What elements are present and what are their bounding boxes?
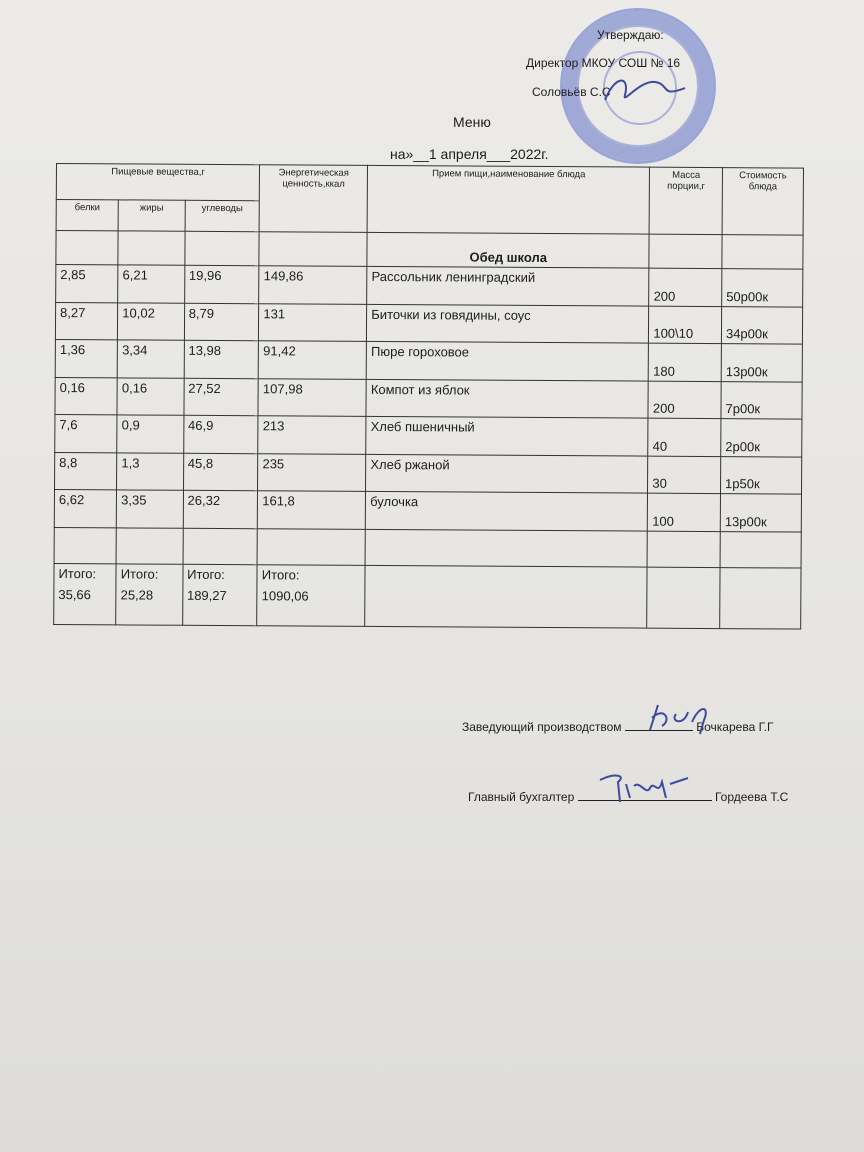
table-row (56, 265, 803, 307)
header-cost: Стоимость блюда (722, 168, 803, 235)
cell-dish: Хлеб пшеничный (366, 417, 648, 456)
header-nutrients: Пищевые вещества,г (56, 164, 260, 202)
empty-cell (722, 234, 803, 269)
date-line: на»__1 апреля___2022г. (390, 146, 549, 162)
cell-mass: 100 (648, 493, 721, 531)
production-signature-line (462, 720, 773, 734)
cell-carbs: 46,9 (183, 416, 258, 454)
production-name: Бочкарева Г.Г (696, 720, 774, 734)
empty-cell (116, 528, 183, 565)
cell-protein: 0,16 (55, 377, 117, 415)
empty-cell (56, 230, 118, 265)
empty-cell (183, 528, 258, 565)
cell-protein: 7,6 (55, 415, 117, 453)
total-protein-value: 35,66 (58, 587, 91, 603)
cell-energy: 161,8 (258, 491, 366, 529)
cell-cost: 50р00к (722, 269, 803, 307)
total-carbs-value: 189,27 (186, 587, 227, 604)
cell-mass: 200 (648, 381, 721, 419)
cell-protein: 8,27 (55, 302, 117, 340)
cell-mass: 180 (649, 343, 722, 381)
accountant-signature (596, 770, 692, 806)
table-row (55, 415, 802, 457)
cell-energy: 149,86 (259, 266, 367, 304)
table-row (55, 302, 802, 344)
cell-fat: 0,16 (117, 378, 184, 416)
cell-mass: 100\10 (649, 306, 722, 344)
empty-cell (647, 531, 720, 568)
total-label: Итого: (261, 567, 300, 583)
header-carbs: углеводы (185, 201, 260, 232)
accountant-name: Гордеева Т.С (714, 790, 789, 804)
cell-carbs: 45,8 (183, 453, 258, 491)
cell-fat: 10,02 (118, 303, 185, 341)
empty-cell (647, 567, 720, 628)
production-signature (640, 700, 720, 736)
cell-dish: Пюре гороховое (366, 342, 648, 381)
header-fat: жиры (118, 200, 185, 231)
header-energy: Энергетическая ценность,ккал (259, 165, 367, 233)
cell-protein: 8,8 (55, 452, 117, 490)
director-signature (600, 70, 690, 110)
empty-cell (185, 231, 260, 266)
header-mass: Масса порции,г (649, 167, 722, 234)
cell-energy: 235 (258, 453, 366, 491)
empty-cell (720, 568, 801, 629)
approval-line-3: Соловьёв С.С (532, 85, 611, 99)
total-label: Итого: (187, 566, 225, 583)
cell-fat: 1,3 (117, 453, 184, 491)
menu-table (53, 163, 804, 630)
cell-energy: 91,42 (259, 341, 367, 379)
empty-cell (649, 234, 722, 269)
empty-row (54, 527, 801, 568)
empty-cell (257, 528, 365, 565)
header-dish: Прием пищи,наименование блюда (367, 165, 650, 234)
cell-mass: 30 (648, 456, 721, 494)
cell-cost: 13р00к (721, 344, 802, 382)
cell-fat: 3,34 (117, 340, 184, 378)
cell-energy: 131 (259, 304, 367, 342)
cell-carbs: 13,98 (184, 341, 259, 379)
total-carbs (182, 564, 257, 625)
total-protein (54, 564, 117, 625)
cell-protein: 1,36 (55, 340, 117, 378)
production-label: Заведующий производством (462, 720, 622, 734)
cell-cost: 2р00к (721, 419, 802, 457)
cell-energy: 213 (258, 416, 366, 454)
empty-cell (720, 531, 801, 568)
cell-mass: 200 (649, 268, 722, 306)
table-row (54, 490, 801, 532)
cell-mass: 40 (648, 418, 721, 456)
total-label: Итого: (58, 566, 97, 582)
approval-line-1: Утверждаю: (597, 28, 664, 42)
total-fat-value: 25,28 (120, 587, 154, 603)
cell-protein: 2,85 (56, 265, 118, 303)
empty-cell (259, 232, 367, 267)
accountant-label: Главный бухгалтер (468, 790, 575, 804)
cell-carbs: 8,79 (184, 303, 259, 341)
page-title: Меню (453, 114, 491, 130)
cell-cost: 34р00к (721, 306, 802, 344)
cell-dish: Рассольник ленинградский (367, 267, 649, 306)
table-row (55, 377, 802, 419)
cell-cost: 7р00к (721, 381, 802, 419)
total-fat (116, 564, 183, 625)
cell-carbs: 27,52 (184, 378, 259, 416)
table-row (55, 452, 802, 494)
total-energy (257, 565, 365, 627)
section-title: Обед школа (367, 232, 649, 268)
approval-line-2: Директор МКОУ СОШ № 16 (526, 56, 681, 70)
cell-fat: 3,35 (117, 490, 184, 528)
cell-protein: 6,62 (54, 490, 116, 528)
cell-dish: Хлеб ржаной (366, 454, 648, 493)
total-energy-value: 1090,06 (261, 588, 309, 604)
cell-dish: булочка (365, 492, 647, 531)
table-row (55, 340, 802, 382)
empty-cell (118, 231, 185, 266)
cell-fat: 0,9 (117, 415, 184, 453)
cell-cost: 13р00к (720, 494, 801, 532)
cell-dish: Биточки из говядины, соус (367, 304, 649, 343)
cell-dish: Компот из яблок (366, 379, 648, 418)
cell-carbs: 26,32 (183, 490, 258, 528)
cell-cost: 1р50к (721, 456, 802, 494)
cell-energy: 107,98 (258, 378, 366, 416)
empty-cell (365, 566, 648, 629)
totals-row (54, 564, 801, 629)
cell-carbs: 19,96 (184, 266, 259, 304)
header-protein: белки (56, 200, 118, 231)
cell-fat: 6,21 (118, 265, 185, 303)
empty-cell (365, 529, 647, 567)
total-label: Итого: (120, 566, 159, 582)
empty-cell (54, 527, 116, 564)
